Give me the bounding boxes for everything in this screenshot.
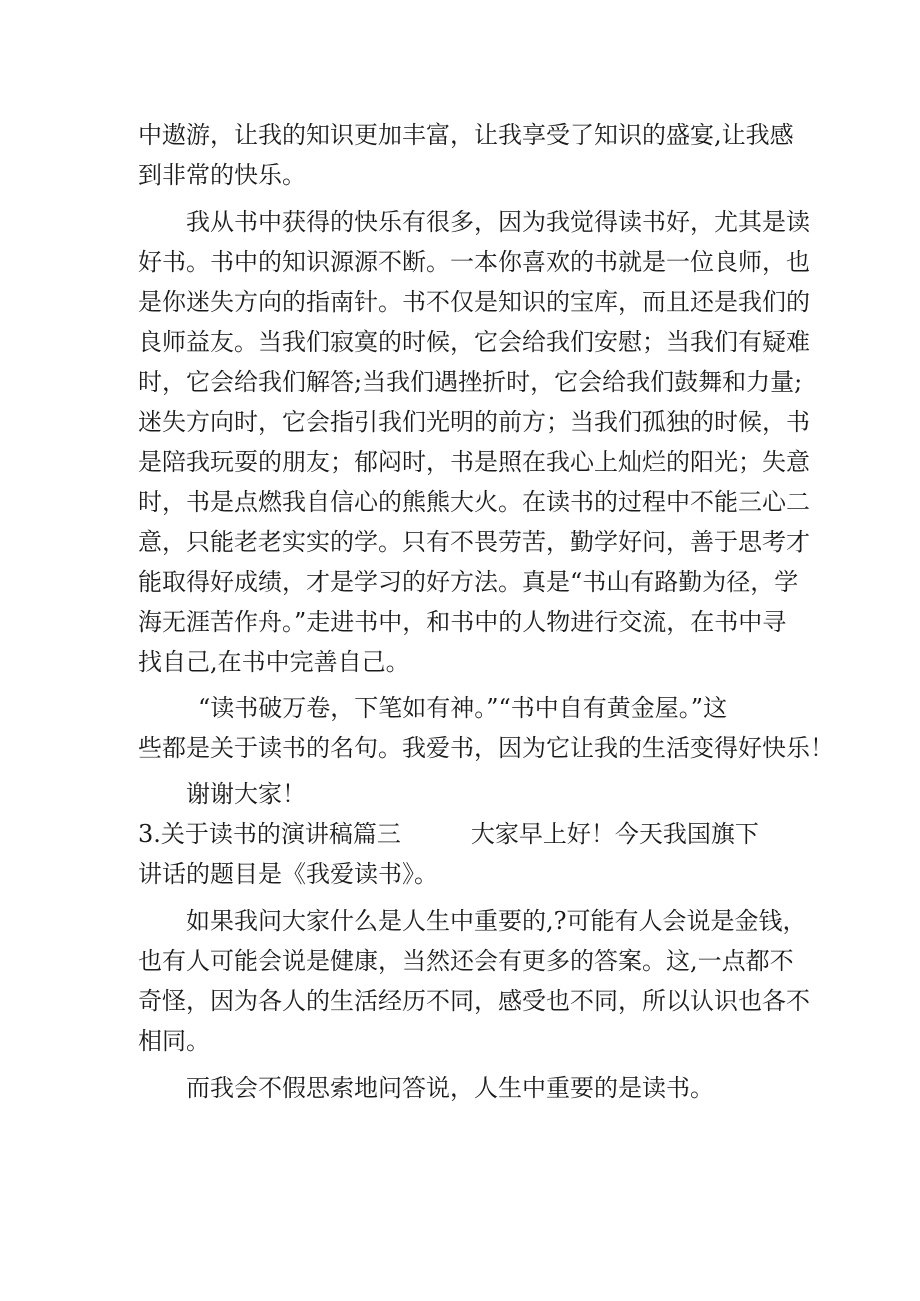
text-line: 好书。书中的知识源源不断。一本你喜欢的书就是一位良师，也: [138, 248, 810, 276]
text-line: 到非常的快乐。: [138, 161, 306, 189]
text-line: 是陪我玩耍的朋友；郁闷时，书是照在我心上灿烂的阳光；失意: [138, 448, 810, 476]
text-line: 意，只能老老实实的学。只有不畏劳苦，勤学好问，善于思考才: [138, 528, 810, 556]
section-title: .关于读书的演讲稿篇三: [153, 820, 401, 848]
quote-line: “读书破万卷，下笔如有神。”“书中自有黄金屋。”这: [198, 694, 728, 722]
text-line: 海无涯苦作舟。”走进书中，和书中的人物进行交流，在书中寻: [138, 608, 787, 636]
paragraph-first-line: 如果我问大家什么是人生中重要的,?可能有人会说是金钱，: [186, 907, 807, 935]
paragraph-first-line: 我从书中获得的快乐有很多，因为我觉得读书好，尤其是读: [186, 208, 810, 236]
text-line: 时，它会给我们解答;当我们遇挫折时，它会给我们鼓舞和力量;: [138, 368, 803, 396]
text-line: 奇怪，因为各人的生活经历不同，感受也不同，所以认识也各不: [138, 987, 810, 1015]
text-line: 找自己,在书中完善自己。: [138, 648, 410, 676]
closing-line: 谢谢大家！: [186, 780, 306, 808]
section-greeting: 大家早上好！今天我国旗下: [470, 820, 759, 848]
text-line: 迷失方向时，它会指引我们光明的前方；当我们孤独的时候，书: [138, 408, 810, 436]
text-line: 些都是关于读书的名句。我爱书，因为它让我的生活变得好快乐！: [138, 734, 834, 762]
paragraph-first-line: 而我会不假思索地问答说，人生中重要的是读书。: [186, 1074, 714, 1102]
text-line: 相同。: [138, 1027, 210, 1055]
text-line: 能取得好成绩，才是学习的好方法。真是“书山有路勤为径，学: [138, 568, 799, 596]
section-heading: [138, 816, 759, 852]
text-line: 讲话的题目是《我爱读书》。: [138, 860, 438, 888]
section-number: 3: [138, 820, 154, 848]
text-line: 时，书是点燃我自信心的熊熊大火。在读书的过程中不能三心二: [138, 488, 810, 516]
text-line: 也有人可能会说是健康，当然还会有更多的答案。这,一点都不: [138, 947, 794, 975]
text-line: 良师益友。当我们寂寞的时候，它会给我们安慰；当我们有疑难: [138, 328, 810, 356]
text-line: 中遨游，让我的知识更加丰富，让我享受了知识的盛宴,让我感: [138, 121, 794, 149]
text-line: 是你迷失方向的指南针。书不仅是知识的宝库，而且还是我们的: [138, 288, 810, 316]
